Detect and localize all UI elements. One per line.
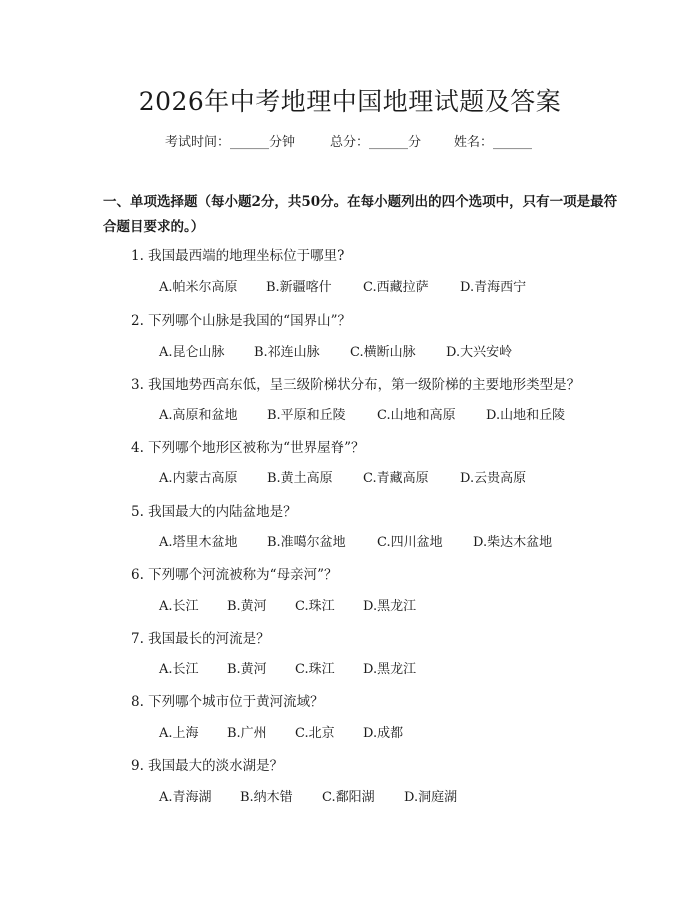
option-2d: D.大兴安岭	[446, 345, 513, 360]
option-1c: C.西藏拉萨	[363, 280, 429, 295]
question-1: 1. 我国最西端的地理坐标位于哪里?	[131, 248, 345, 264]
option-1d: D.青海西宁	[460, 280, 527, 295]
option-5a: A.塔里木盆地	[159, 535, 238, 550]
question-5: 5. 我国最大的内陆盆地是？	[131, 504, 297, 520]
option-5d: D.柴达木盆地	[473, 535, 553, 550]
option-9c: C.鄱阳湖	[322, 790, 375, 805]
option-6c: C.珠江	[295, 599, 335, 614]
option-7b: B.黄河	[227, 662, 267, 677]
option-8b: B.广州	[227, 726, 267, 741]
option-7a: A.长江	[159, 662, 199, 677]
option-4d: D.云贵高原	[460, 471, 527, 486]
option-5b: B.准噶尔盆地	[267, 535, 346, 550]
option-6a: A.长江	[159, 599, 199, 614]
option-7d: D.黑龙江	[363, 662, 417, 677]
question-9: 9. 我国最大的淡水湖是？	[131, 758, 284, 774]
option-3b: B.平原和丘陵	[267, 408, 346, 423]
question-3: 3. 我国地势西高东低，呈三级阶梯状分布，第一级阶梯的主要地形类型是？	[131, 377, 581, 393]
question-8: 8. 下列哪个城市位于黄河流域？	[131, 694, 324, 710]
option-8c: C.北京	[295, 726, 335, 741]
option-8d: D.成都	[363, 726, 404, 741]
option-7c: C.珠江	[295, 662, 335, 677]
option-4c: C.青藏高原	[363, 471, 429, 486]
option-2c: C.横断山脉	[350, 345, 416, 360]
option-9b: B.纳木错	[240, 790, 293, 805]
option-2b: B.祁连山脉	[254, 345, 320, 360]
option-2a: A.昆仑山脉	[159, 345, 225, 360]
option-1a: A.帕米尔高原	[159, 280, 238, 295]
option-4b: B.黄土高原	[267, 471, 333, 486]
option-8a: A.上海	[159, 726, 199, 741]
section-heading: 一、单项选择题（每小题2分，共50分。在每小题列出的四个选项中，只有一项是最符合题目要求的。）	[103, 194, 618, 235]
option-6b: B.黄河	[227, 599, 267, 614]
option-9a: A.青海湖	[159, 790, 212, 805]
option-4a: A.内蒙古高原	[159, 471, 238, 486]
total-score-field: 总分：______分	[330, 135, 422, 150]
student-name-field: 姓名：______	[454, 135, 533, 150]
option-3d: D.山地和丘陵	[486, 408, 566, 423]
exam-time-field: 考试时间：______分钟	[165, 135, 296, 150]
option-5c: C.四川盆地	[377, 535, 443, 550]
question-2: 2. 下列哪个山脉是我国的“国界山”？	[131, 313, 351, 329]
page-title: 2026年中考地理中国地理试题及答案	[138, 87, 562, 116]
question-6: 6. 下列哪个河流被称为“母亲河”？	[131, 567, 338, 583]
question-7: 7. 我国最长的河流是？	[131, 631, 270, 647]
option-3c: C.山地和高原	[377, 408, 456, 423]
option-6d: D.黑龙江	[363, 599, 417, 614]
question-4: 4. 下列哪个地形区被称为“世界屋脊”？	[131, 440, 365, 456]
option-1b: B.新疆喀什	[266, 280, 332, 295]
option-9d: D.洞庭湖	[404, 790, 458, 805]
option-3a: A.高原和盆地	[159, 408, 238, 423]
